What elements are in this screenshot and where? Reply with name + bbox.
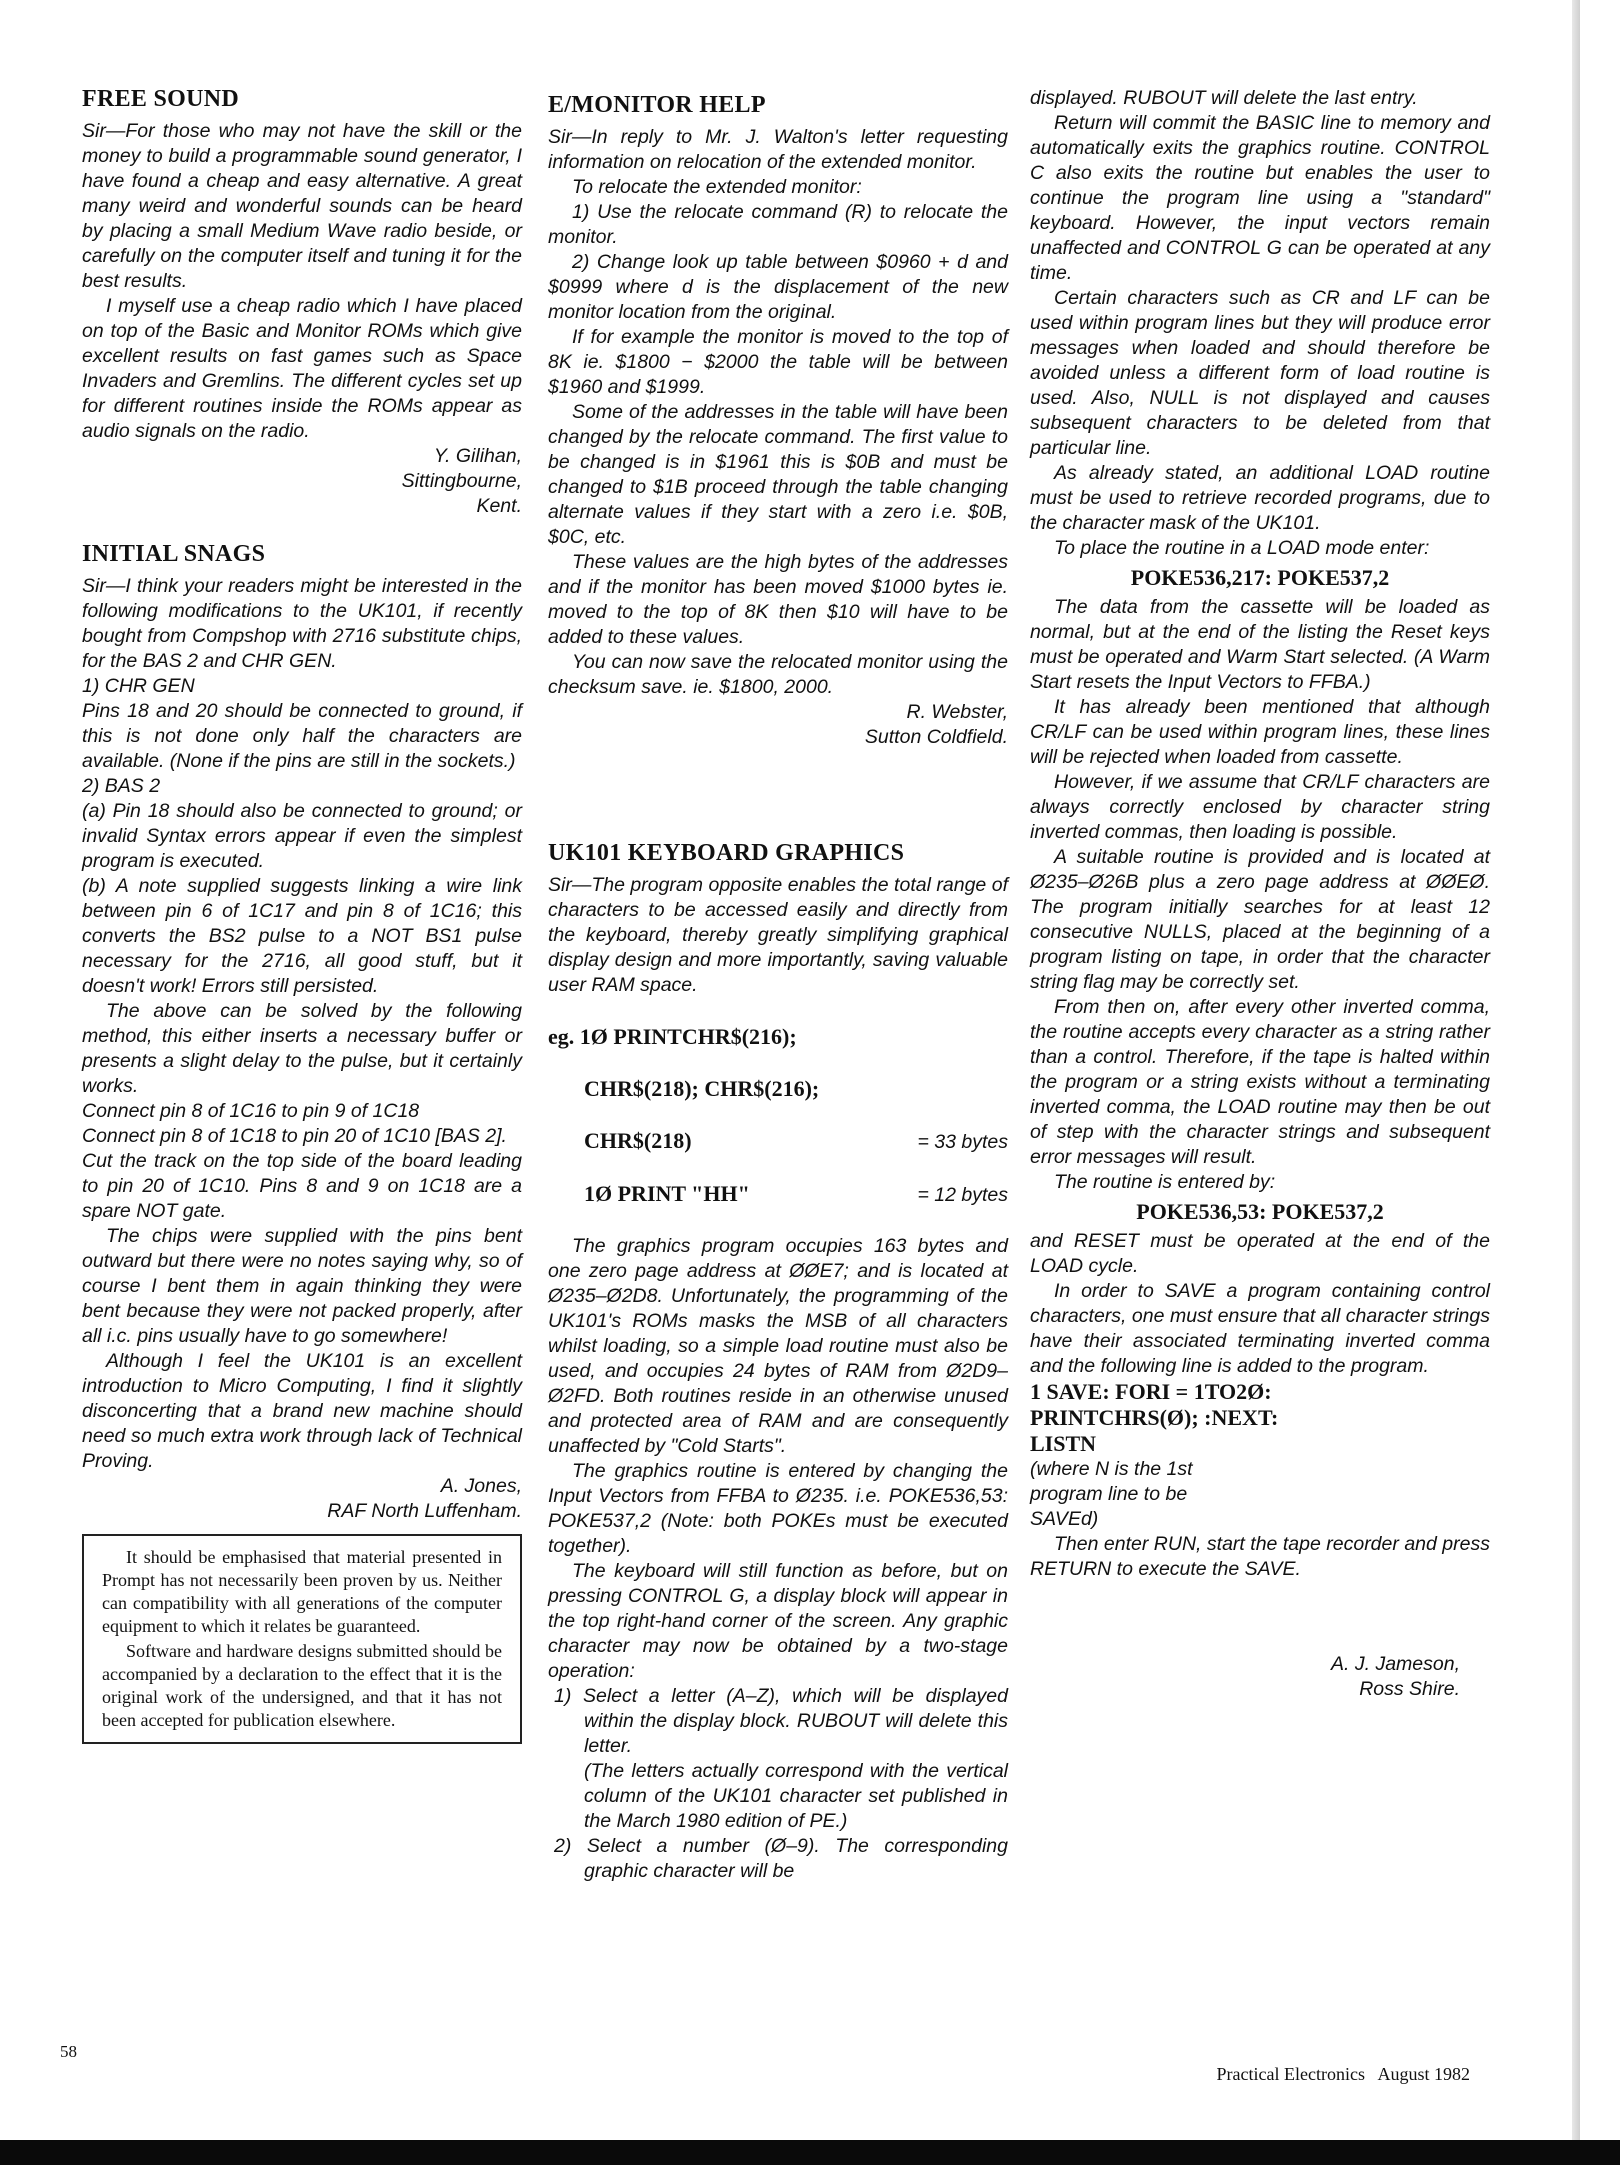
subheading: 2) BAS 2 — [82, 775, 161, 797]
paragraph: The graphics program occupies 163 bytes and one zero page address at ØØE7; and is located at Ø235–Ø2D8. Unfortunately, the programming of the UK101's ROMs masks the MSB of all characters whilst loading, so a simple load routine must also be used, and occupies 24 bytes of RAM from Ø2D9–Ø2FD. Both routines reside in an otherwise unused and protected area of RAM and are consequently unaffected by "Cold Starts". — [548, 1235, 1008, 1457]
paragraph: I myself use a cheap radio which I have placed on top of the Basic and Monitor ROMs which give excellent results on fast games such as Space Invaders and Gremlins. The different cycles set up for different routines inside the ROMs appear as audio signals on the radio. — [82, 295, 522, 442]
code-line: CHR$(218); CHR$(216); — [584, 1076, 820, 1101]
paragraph: Some of the addresses in the table will have been changed by the relocate command. The first value to be changed is in $1961 this is $0B and must be changed to $1B proceed through the table changing alternate values if they start with a zero i.e. $0B, $0C, etc. — [548, 401, 1008, 548]
list-item: 2) Select a number (Ø–9). The corresponding graphic character will be — [554, 1835, 1008, 1882]
heading-emonitor-help: E/MONITOR HELP — [548, 92, 766, 118]
paragraph: Sir—In reply to Mr. J. Walton's letter requesting information on relocation of the extended monitor. — [548, 126, 1008, 173]
paragraph: As already stated, an additional LOAD routine must be used to retrieve recorded programs, due to the character mask of the UK101. — [1030, 462, 1490, 534]
byte-size: = 12 bytes — [917, 1184, 1008, 1206]
subheading: 1) CHR GEN — [82, 675, 195, 697]
prompt-notice-box — [82, 1534, 522, 1744]
paragraph: 2) Change look up table between $0960 + d and $0999 where d is the displacement of the new monitor location from the original. — [548, 251, 1008, 323]
paragraph: These values are the high bytes of the addresses and if the monitor has been moved $1000 bytes ie. moved to the top of 8K then $10 will have to be added to these values. — [548, 551, 1008, 648]
signature: A. Jones, RAF North Luffenham. — [327, 1475, 522, 1522]
paragraph: Connect pin 8 of 1C16 to pin 9 of 1C18 — [82, 1100, 420, 1122]
paragraph: To relocate the extended monitor: — [572, 176, 862, 198]
paragraph: The keyboard will still function as before, but on pressing CONTROL G, a display block will appear in the top right-hand corner of the screen. Any graphic character may now be obtained by a two-stage operation: — [548, 1560, 1008, 1682]
code-text: CHR$(218) — [584, 1128, 692, 1153]
scan-bottom-edge — [0, 2140, 1620, 2165]
paragraph: Cut the track on the top side of the board leading to pin 20 of 1C10. Pins 8 and 9 on 1C18 are a spare NOT gate. — [82, 1150, 522, 1222]
code-text: 1Ø PRINT "HH" — [584, 1181, 750, 1206]
paragraph: To place the routine in a LOAD mode enter: — [1054, 537, 1430, 559]
paragraph: Return will commit the BASIC line to memory and automatically exits the graphics routine. CONTROL C also exits the routine but enables the user to continue the program line using a "standard" keyboard. However, the input vectors remain unaffected and CONTROL G can be operated at any time. — [1030, 112, 1490, 284]
paragraph: Sir—The program opposite enables the total range of characters to be accessed easily and directly from the keyboard, thereby greatly simplifying graphical display design and more importantly, saving valuable user RAM space. — [548, 874, 1008, 996]
heading-initial-snags: INITIAL SNAGS — [82, 541, 266, 567]
code-line-with-size — [548, 1128, 1008, 1155]
paragraph: and RESET must be operated at the end of the LOAD cycle. — [1030, 1230, 1490, 1277]
paragraph: Certain characters such as CR and LF can be used within program lines but they will produce error messages when loaded and should therefore be avoided unless a different form of load routine is used. Also, NULL is not displayed and causes subsequent characters to be deleted from that particular line. — [1030, 287, 1490, 459]
paragraph: Then enter RUN, start the tape recorder and press RETURN to execute the SAVE. — [1030, 1533, 1490, 1580]
paragraph: The above can be solved by the following method, this either inserts a necessary buffer or presents a slight delay to the pulse, but it certainly works. — [82, 1000, 522, 1097]
heading-free-sound: FREE SOUND — [82, 86, 240, 112]
paragraph: The chips were supplied with the pins bent outward but there were no notes saying why, so of course I bent them in again thinking they were bent because they were not packed properly, after all i.c. pins usually have to go somewhere! — [82, 1225, 522, 1347]
paragraph: Connect pin 8 of 1C18 to pin 20 of 1C10 [BAS 2]. — [82, 1125, 507, 1147]
paragraph: It has already been mentioned that although CR/LF can be used within program lines, these lines will be rejected when loaded from cassette. — [1030, 696, 1490, 768]
paragraph: displayed. RUBOUT will delete the last entry. — [1030, 87, 1418, 109]
column-right — [1030, 86, 1490, 1702]
signature: A. J. Jameson, Ross Shire. — [1331, 1653, 1460, 1700]
paragraph: Sir—I think your readers might be interested in the following modifications to the UK101, if recently bought from Compshop with 2716 substitute chips, for the BAS 2 and CHR GEN. — [82, 575, 522, 672]
list-item: 1) Select a letter (A–Z), which will be displayed within the display block. RUBOUT will delete this letter. — [554, 1685, 1008, 1757]
heading-uk101-keyboard-graphics: UK101 KEYBOARD GRAPHICS — [548, 840, 905, 866]
code-load-mode: POKE536,217: POKE537,2 — [1130, 565, 1390, 590]
paragraph: The routine is entered by: — [1054, 1171, 1276, 1193]
paragraph: A suitable routine is provided and is located at Ø235–Ø26B plus a zero page address at ØØEØ. The program initially searches for at least 12 consecutive NULLS, placed at the beginning of a program listing on tape, in order that the character string flag may be correctly set. — [1030, 846, 1490, 993]
list-note: (The letters actually correspond with the vertical column of the UK101 character set published in the March 1980 edition of PE.) — [584, 1760, 1008, 1832]
code-line: eg. 1Ø PRINTCHR$(216); — [548, 1024, 797, 1049]
paragraph: Sir—For those who may not have the skill or the money to build a programmable sound generator, I have found a cheap and easy alternative. A great many weird and wonderful sounds can be heard by placing a small Medium Wave radio beside, or carefully on the computer itself and tuning it for the best results. — [82, 120, 522, 292]
column-left — [82, 86, 522, 1744]
paragraph: (a) Pin 18 should also be connected to ground; or invalid Syntax errors appear if even the simplest program is executed. — [82, 800, 522, 872]
code-line-with-size — [548, 1181, 1008, 1208]
signature: Y. Gilihan, Sittingbourne, Kent. — [401, 445, 522, 517]
letter-uk101-keyboard-graphics — [548, 840, 1008, 1884]
magazine-footer: Practical Electronics August 1982 — [1216, 2064, 1470, 2084]
code-example — [548, 998, 1008, 1234]
notice-paragraph: Software and hardware designs submitted should be accompanied by a declaration to the effect that it is the original work of the undersigned, and that it has not been accepted for publication elsewhere. — [102, 1641, 502, 1730]
column-middle — [548, 86, 1008, 1884]
code-routine-entry: POKE536,53: POKE537,2 — [1136, 1199, 1384, 1224]
page-edge-shadow — [1572, 0, 1580, 2140]
paragraph: 1) Use the relocate command (R) to relocate the monitor. — [548, 201, 1008, 248]
byte-size: = 33 bytes — [917, 1131, 1008, 1153]
page-number: 58 — [60, 2042, 77, 2061]
notice-paragraph: It should be emphasised that material presented in Prompt has not necessarily been proven by us. Neither can compatibility with all generations of the computer equipment to which it relates be guaranteed. — [102, 1547, 502, 1636]
paragraph: In order to SAVE a program containing control characters, one must ensure that all character strings have their associated terminating inverted comma and the following line is added to the program. — [1030, 1280, 1490, 1377]
paragraph: However, if we assume that CR/LF characters are always correctly enclosed by character string inverted commas, then loading is possible. — [1030, 771, 1490, 843]
paragraph: The graphics routine is entered by changing the Input Vectors from FFBA to Ø235. i.e. POKE536,53: POKE537,2 (Note: both POKEs must be executed together). — [548, 1460, 1008, 1557]
code-save-line: 1 SAVE: FORI = 1TO2Ø: PRINTCHRS(Ø); :NEXT: LISTN — [1030, 1379, 1279, 1456]
paragraph-note: (where N is the 1st program line to be SAVEd) — [1030, 1458, 1193, 1530]
paragraph: From then on, after every other inverted comma, the routine accepts every character as a string rather than a control. Therefore, if the tape is halted within the program or a string exists without a terminating inverted comma, the LOAD routine may then be out of step with the character strings and subsequent error messages will result. — [1030, 996, 1490, 1168]
paragraph: If for example the monitor is moved to the top of 8K ie. $1800 − $2000 the table will be between $1960 and $1999. — [548, 326, 1008, 398]
paragraph: You can now save the relocated monitor using the checksum save. ie. $1800, 2000. — [548, 651, 1008, 698]
signature: R. Webster, Sutton Coldfield. — [864, 701, 1008, 748]
paragraph: Pins 18 and 20 should be connected to ground, if this is not done only half the characters are available. (None if the pins are still in the sockets.) — [82, 700, 522, 772]
letter-initial-snags — [82, 541, 522, 1524]
letter-free-sound — [82, 86, 522, 519]
paragraph: Although I feel the UK101 is an excellent introduction to Micro Computing, I find it slightly disconcerting that a brand new machine should need so much extra work through lack of Technical Proving. — [82, 1350, 522, 1472]
letter-emonitor-help — [548, 92, 1008, 750]
operation-steps — [548, 1684, 1008, 1884]
paragraph: The data from the cassette will be loaded as normal, but at the end of the listing the Reset keys must be operated and Warm Start selected. (A Warm Start resets the Input Vectors to FFBA.) — [1030, 596, 1490, 693]
paragraph: (b) A note supplied suggests linking a wire link between pin 6 of 1C17 and pin 8 of 1C16; this converts the BS2 pulse to a NOT BS1 pulse necessary for the 2716, all good stuff, but it doesn't work! Errors still persisted. — [82, 875, 522, 997]
